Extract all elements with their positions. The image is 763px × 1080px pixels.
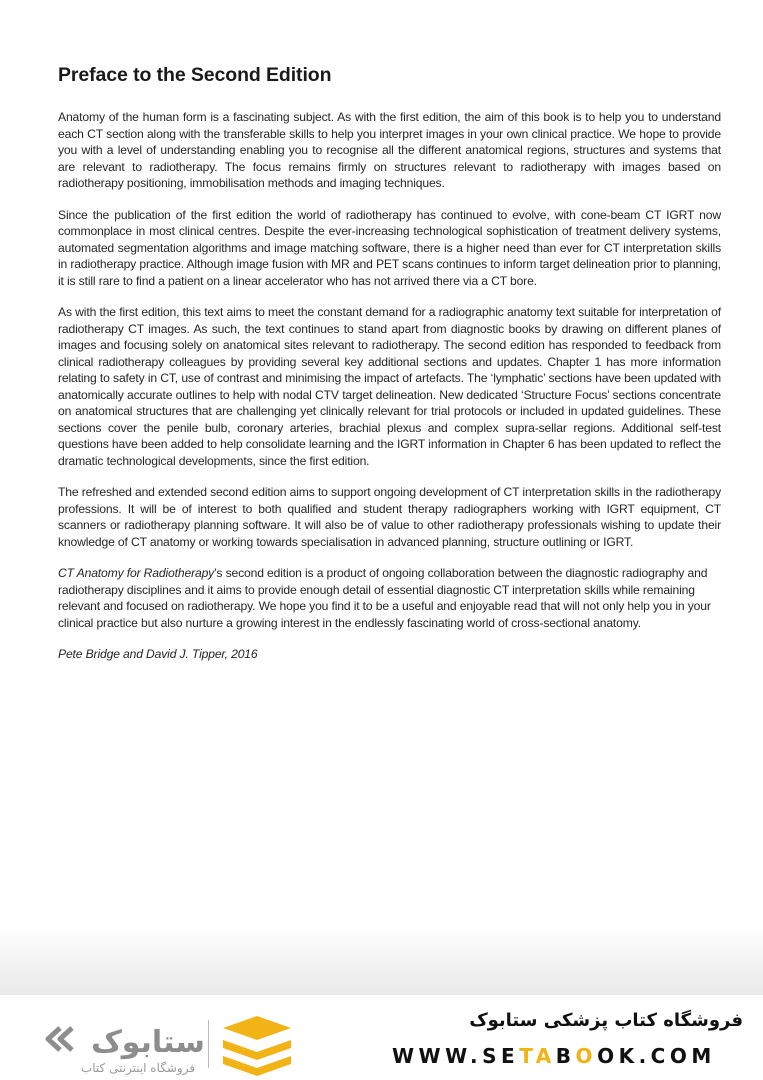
paragraph-1: Anatomy of the human form is a fascinating subject. As with the first edition, the aim of this book is to help you to understand each CT section along with the transferable skills to help you interpret images in your own clinical practice. We hope to provide you with a level of understanding enabling you to recognise all the different anatomical regions, structures and systems that are relevant to radiotherapy. The focus remains firmly on structures relevant to radiotherapy with images based on radiotherapy positioning, immobilisation methods and imaging techniques. bbox=[58, 110, 721, 190]
paragraph-5-text: ’s second edition is a product of ongoing collaboration between the diagnostic radiography and radiotherapy disciplines and it aims to provide enough detail of essential diagnostic CT interpretation skills while remaining relevant and focused on radiotherapy. We hope you find it to be a useful and enjoyable read that will not only help you in your clinical practice but also nurture a growing interest in the endlessly fascinating world of cross-sectional anatomy. bbox=[58, 566, 711, 630]
setabook-logo bbox=[38, 1012, 298, 1076]
store-title: فروشگاه کتاب پزشکی ستابوک bbox=[469, 1010, 743, 1031]
url-part-highlight: TA bbox=[519, 1044, 556, 1068]
paragraph-2: Since the publication of the first edition the world of radiotherapy has continued to evolve, with cone-beam CT IGRT now commonplace in most clinical centres. Despite the ever-increasing technological sophistication of treatment delivery systems, automated segmentation algorithms and image matching software, there is a higher need than ever for CT interpretation skills in radiotherapy practice. Although image fusion with MR and PET scans continues to inform target delineation prior to planning, it is still rare to find a patient on a linear accelerator who has not arrived there via a CT bore. bbox=[58, 207, 721, 288]
book-stack-icon bbox=[223, 1016, 291, 1076]
preface-page bbox=[58, 64, 721, 678]
signature: Pete Bridge and David J. Tipper, 2016 bbox=[58, 647, 258, 661]
logo-wordmark: ستابوک bbox=[91, 1025, 205, 1060]
bottom-shadow bbox=[0, 925, 763, 995]
logo-divider bbox=[208, 1020, 209, 1068]
url-part: B bbox=[555, 1044, 576, 1068]
url-part: OK.COM bbox=[597, 1044, 716, 1068]
paragraph-3: As with the first edition, this text aims to meet the constant demand for a radiographic anatomy text suitable for interpretation of radiotherapy CT images. As such, the text continues to stand apart from diagnostic books by drawing on different planes of images and focusing solely on anatomical sites relevant to radiotherapy. The second edition has responded to feedback from clinical radiotherapy colleagues by providing several key additional sections and updates. Chapter 1 has more information relating to safety in CT, use of contrast and minimising the impact of artefacts. The ‘lymphatic’ sections have been updated with anatomically accurate outlines to help with nodal CTV target delineation. New dedicated ‘Structure Focus’ sections concentrate on anatomical structures that are challenging yet clinically relevant for trial protocols or included in updated guidelines. These sections cover the penile bulb, coronary arteries, brachial plexus and complex supra-sellar regions. Additional self-test questions have been added to help consolidate learning and the IGRT information in Chapter 6 has been updated to reflect the dramatic technological developments, since the first edition. bbox=[58, 305, 721, 468]
url-part: WWW.SE bbox=[392, 1044, 520, 1068]
book-title: CT Anatomy for Radiotherapy bbox=[58, 566, 215, 580]
paragraph-5 bbox=[58, 565, 721, 631]
logo-tagline: فروشگاه اینترنتی کتاب bbox=[80, 1061, 196, 1075]
paragraph-4: The refreshed and extended second edition aims to support ongoing development of CT interpretation skills in the radiotherapy professions. It will be of interest to both qualified and student therapy radiographers working with IGRT equipment, CT scanners or radiotherapy planning software. It will also be of value to other radiotherapy professionals wishing to update their knowledge of CT anatomy or working towards specialisation in advanced planning, structure outlining or IGRT. bbox=[58, 485, 721, 549]
page-title: Preface to the Second Edition bbox=[58, 64, 332, 86]
url-part-highlight: O bbox=[575, 1044, 598, 1068]
chevron-back-icon bbox=[48, 1028, 72, 1050]
store-url[interactable] bbox=[392, 1044, 747, 1068]
